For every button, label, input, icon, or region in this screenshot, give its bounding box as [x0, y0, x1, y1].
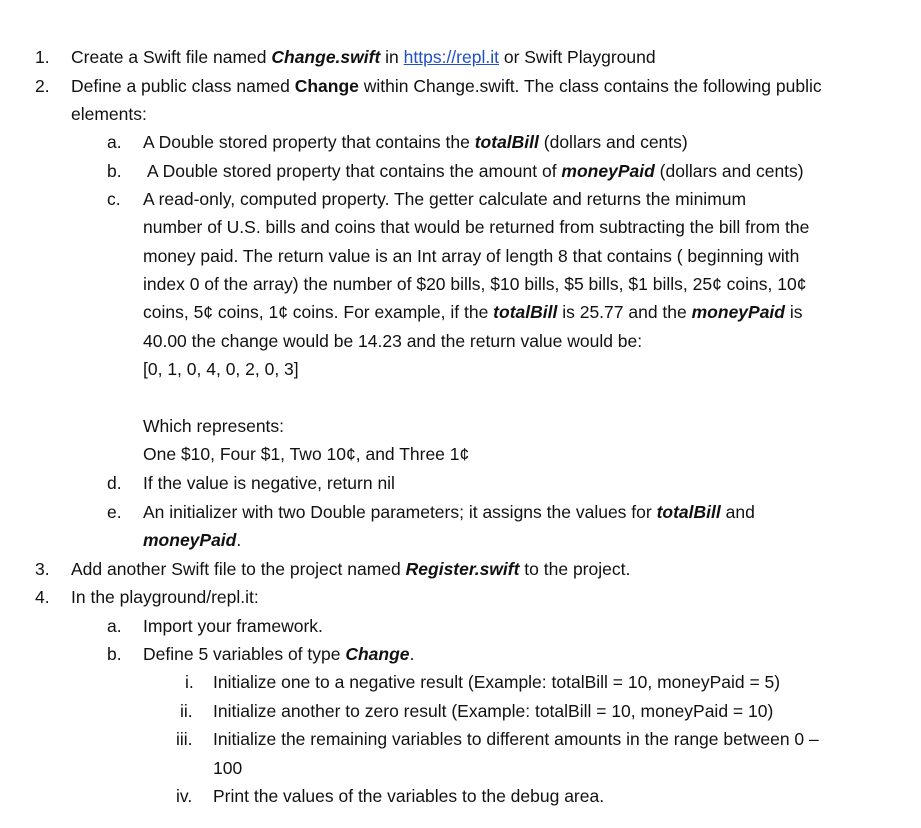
subitem-4b	[143, 643, 414, 665]
instruction-2-continued: elements:	[71, 104, 147, 124]
instruction-text: An initializer with two Double parameters; it assigns the values for	[143, 502, 657, 522]
subitem-2e	[143, 501, 755, 523]
list-marker: 1.	[35, 47, 50, 67]
subitem-2c-line6: 40.00 the change would be 14.23 and the return value would be:	[143, 331, 643, 351]
subitem-2a	[143, 131, 688, 153]
list-marker: c.	[107, 189, 121, 209]
type-name: Change	[345, 644, 410, 664]
file-name: Change.swift	[271, 47, 381, 67]
term-total-bill: totalBill	[474, 132, 539, 152]
instruction-text: (dollars and cents)	[538, 132, 688, 152]
instruction-text: or Swift Playground	[498, 47, 656, 67]
subitem-2c-line1: A read-only, computed property. The getter calculate and returns the minimum	[143, 189, 747, 209]
instruction-2	[71, 75, 822, 97]
list-marker: 4.	[35, 587, 50, 607]
instruction-text: to the project.	[519, 559, 631, 579]
instruction-text: Add another Swift file to the project named	[71, 559, 406, 579]
instruction-text: A Double stored property that contains the	[143, 132, 475, 152]
subitem-4b-iii: Initialize the remaining variables to different amounts in the range between 0 –	[213, 729, 819, 749]
term-money-paid: moneyPaid	[691, 302, 785, 322]
term-money-paid: moneyPaid	[143, 530, 237, 550]
subitem-2c-line4: index 0 of the array) the number of $20 bills, $10 bills, $5 bills, $1 bills, 25¢ coins, 10¢	[143, 274, 807, 294]
list-marker: b.	[107, 644, 122, 664]
instruction-1	[71, 46, 656, 68]
subitem-2b	[147, 160, 804, 182]
instruction-text: is 25.77 and the	[557, 302, 692, 322]
instruction-text: (dollars and cents)	[654, 161, 804, 181]
subitem-2c-line2: number of U.S. bills and coins that would be returned from subtracting the bill from the	[143, 217, 810, 237]
instruction-text: A Double stored property that contains the amount of	[147, 161, 562, 181]
list-marker: i.	[185, 672, 194, 692]
subitem-2c-line3: money paid. The return value is an Int array of length 8 that contains ( beginning with	[143, 246, 800, 266]
subitem-4b-iv: Print the values of the variables to the debug area.	[213, 786, 605, 806]
subitem-4b-ii: Initialize another to zero result (Example: totalBill = 10, moneyPaid = 10)	[213, 701, 774, 721]
list-marker: e.	[107, 502, 122, 522]
list-marker: 2.	[35, 76, 50, 96]
list-marker: d.	[107, 473, 122, 493]
instruction-text: .	[409, 644, 415, 664]
subitem-2d: If the value is negative, return nil	[143, 473, 395, 493]
file-name: Register.swift	[405, 559, 520, 579]
instruction-text: Define a public class named	[71, 76, 295, 96]
term-total-bill: totalBill	[493, 302, 558, 322]
instruction-text: coins, 5¢ coins, 1¢ coins. For example, if the	[143, 302, 494, 322]
subitem-4a: Import your framework.	[143, 616, 323, 636]
subitem-4b-i: Initialize one to a negative result (Example: totalBill = 10, moneyPaid = 5)	[213, 672, 781, 692]
subitem-4b-iii-continued: 100	[213, 758, 243, 778]
instruction-text: and	[720, 502, 755, 522]
subitem-2c-which: Which represents:	[143, 416, 285, 436]
instruction-text: is	[785, 302, 803, 322]
subitem-2c-represents: One $10, Four $1, Two 10¢, and Three 1¢	[143, 444, 470, 464]
list-marker: b.	[107, 161, 122, 181]
term-total-bill: totalBill	[656, 502, 721, 522]
instruction-text: in	[380, 47, 404, 67]
list-marker: a.	[107, 132, 122, 152]
example-array: [0, 1, 0, 4, 0, 2, 0, 3]	[143, 359, 299, 379]
instruction-text: within Change.swift. The class contains the following public	[358, 76, 822, 96]
list-marker: 3.	[35, 559, 50, 579]
instruction-3	[71, 558, 630, 580]
instruction-text: Define 5 variables of type	[143, 644, 346, 664]
instruction-4: In the playground/repl.it:	[71, 587, 259, 607]
subitem-2e-continued	[143, 529, 241, 551]
list-marker: a.	[107, 616, 122, 636]
instruction-text: Create a Swift file named	[71, 47, 272, 67]
class-name: Change	[294, 76, 359, 96]
repl-link[interactable]: https://repl.it	[403, 47, 499, 67]
subitem-2c-line5	[143, 301, 803, 323]
instruction-text: .	[236, 530, 242, 550]
term-money-paid: moneyPaid	[561, 161, 655, 181]
list-marker: iv.	[176, 786, 193, 806]
list-marker: ii.	[180, 701, 193, 721]
list-marker: iii.	[176, 729, 193, 749]
